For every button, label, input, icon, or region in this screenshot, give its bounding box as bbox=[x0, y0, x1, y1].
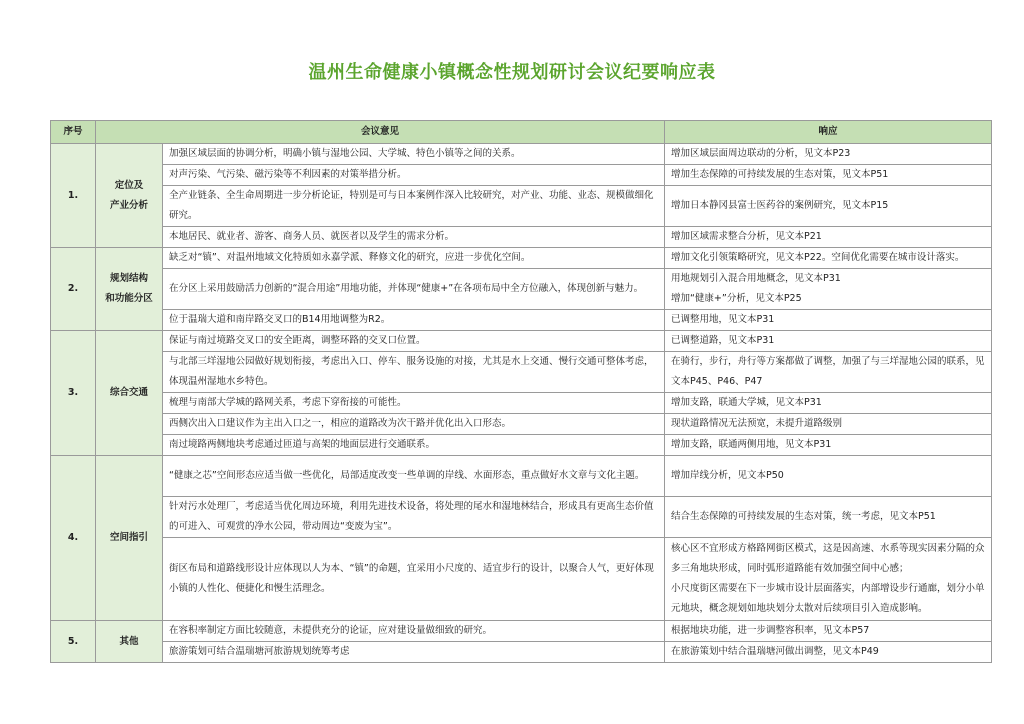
header-opinion: 会议意见 bbox=[96, 121, 665, 144]
section-category bbox=[96, 621, 163, 663]
response-cell: 增加支路，联通大学城，见文本P31 bbox=[665, 393, 992, 414]
table-header-row bbox=[51, 121, 992, 144]
response-cell: 增加支路，联通两侧用地，见文本P31 bbox=[665, 435, 992, 456]
opinion-cell: 针对污水处理厂，考虑适当优化周边环境，利用先进技术设备，将处理的尾水和湿地林结合，形成具有更高生态价值的可进入、可观赏的净水公园，带动周边“变废为宝”。 bbox=[163, 497, 665, 538]
table-row bbox=[51, 497, 992, 538]
response-cell: 在骑行，步行，舟行等方案都做了调整，加强了与三垟湿地公园的联系，见文本P45、P46、P47 bbox=[665, 352, 992, 393]
response-cell: 增加区域层面周边联动的分析，见文本P23 bbox=[665, 144, 992, 165]
section-category bbox=[96, 456, 163, 621]
table-row bbox=[51, 414, 992, 435]
table-row bbox=[51, 165, 992, 186]
section-number: 3. bbox=[51, 331, 96, 456]
table-row bbox=[51, 393, 992, 414]
opinion-cell: 在分区上采用鼓励活力创新的“混合用途”用地功能，并体现“健康+”在各项布局中全方位融入，体现创新与魅力。 bbox=[163, 269, 665, 310]
opinion-cell: 全产业链条、全生命周期进一步分析论证，特别是可与日本案例作深入比较研究，对产业、功能、业态、规模做细化研究。 bbox=[163, 186, 665, 227]
table-row bbox=[51, 331, 992, 352]
opinion-cell: 在容积率制定方面比较随意，未提供充分的论证，应对建设量做细致的研究。 bbox=[163, 621, 665, 642]
section-number: 5. bbox=[51, 621, 96, 663]
section-category bbox=[96, 331, 163, 456]
category-line: 空间指引 bbox=[109, 532, 148, 543]
response-line: 用地规划引入混合用地概念，见文本P31 bbox=[671, 273, 841, 284]
response-cell: 增加岸线分析，见文本P50 bbox=[665, 456, 992, 497]
table-row bbox=[51, 642, 992, 663]
category-line: 定位及 bbox=[114, 179, 144, 191]
table-row bbox=[51, 269, 992, 310]
opinion-cell: 缺乏对“镇”、对温州地域文化特质如永嘉学派、释修文化的研究，应进一步优化空间。 bbox=[163, 248, 665, 269]
table-row bbox=[51, 538, 992, 621]
response-cell: 在旅游策划中结合温瑞塘河做出调整，见文本P49 bbox=[665, 642, 992, 663]
response-cell: 增加生态保障的可持续发展的生态对策，见文本P51 bbox=[665, 165, 992, 186]
category-line: 其他 bbox=[119, 635, 139, 647]
response-cell: 增加日本静冈县富士医药谷的案例研究，见文本P15 bbox=[665, 186, 992, 227]
category-line: 和功能分区 bbox=[105, 293, 153, 304]
opinion-cell: 梳理与南部大学城的路网关系，考虑下穿衔接的可能性。 bbox=[163, 393, 665, 414]
table-row bbox=[51, 352, 992, 393]
response-cell: 已调整用地，见文本P31 bbox=[665, 310, 992, 331]
opinion-cell: 本地居民、就业者、游客、商务人员、就医者以及学生的需求分析。 bbox=[163, 227, 665, 248]
opinion-cell: 保证与南过境路交叉口的安全距离，调整环路的交叉口位置。 bbox=[163, 331, 665, 352]
category-line: 综合交通 bbox=[109, 387, 148, 398]
opinion-cell: “健康之芯”空间形态应适当做一些优化，局部适度改变一些单调的岸线、水面形态，重点做好水文章与文化主题。 bbox=[163, 456, 665, 497]
header-no: 序号 bbox=[51, 121, 96, 144]
section-number: 1. bbox=[51, 144, 96, 248]
response-cell: 现状道路情况无法预宽，未提升道路级别 bbox=[665, 414, 992, 435]
response-cell: 增加文化引领策略研究，见文本P22。空间优化需要在城市设计落实。 bbox=[665, 248, 992, 269]
table-row bbox=[51, 310, 992, 331]
opinion-cell: 西侧次出入口建议作为主出入口之一，相应的道路改为次干路并优化出入口形态。 bbox=[163, 414, 665, 435]
table-row bbox=[51, 227, 992, 248]
response-line: 小尺度街区需要在下一步城市设计层面落实，内部增设步行通廊，划分小单元地块，概念规划如地块划分太散对后续项目引入造成影响。 bbox=[671, 583, 985, 614]
table-row bbox=[51, 456, 992, 497]
table-row bbox=[51, 621, 992, 642]
opinion-cell: 旅游策划可结合温瑞塘河旅游规划统筹考虑 bbox=[163, 642, 665, 663]
section-number: 2. bbox=[51, 248, 96, 331]
opinion-cell: 位于温瑞大道和南岸路交叉口的B14用地调整为R2。 bbox=[163, 310, 665, 331]
header-response: 响应 bbox=[665, 121, 992, 144]
table-row bbox=[51, 144, 992, 165]
opinion-cell: 与北部三垟湿地公园做好规划衔接，考虑出入口、停车、服务设施的对接，尤其是水上交通、慢行交通可整体考虑，体现温州湿地水乡特色。 bbox=[163, 352, 665, 393]
response-cell: 结合生态保障的可持续发展的生态对策，统一考虑，见文本P51 bbox=[665, 497, 992, 538]
section-category bbox=[96, 144, 163, 248]
response-line: 增加“健康+”分析，见文本P25 bbox=[671, 293, 802, 304]
table-row bbox=[51, 435, 992, 456]
response-cell bbox=[665, 538, 992, 621]
category-line: 产业分析 bbox=[109, 199, 148, 211]
table-row bbox=[51, 248, 992, 269]
page-title: 温州生命健康小镇概念性规划研讨会议纪要响应表 bbox=[308, 62, 716, 83]
response-cell bbox=[665, 269, 992, 310]
response-line: 核心区不宜形成方格路网街区模式，这是因高速、水系等现实因素分隔的众多三角地块形成，同时弧形道路能有效加强空间中心感； bbox=[671, 543, 985, 574]
table-row bbox=[51, 186, 992, 227]
opinion-cell: 街区布局和道路线形设计应体现以人为本、“镇”的命题，宜采用小尺度的、适宜步行的设计，以聚合人气，更好体现小镇的人性化、便捷化和慢生活理念。 bbox=[163, 538, 665, 621]
response-cell: 增加区域需求整合分析，见文本P21 bbox=[665, 227, 992, 248]
opinion-cell: 对声污染、气污染、磁污染等不利因素的对策举措分析。 bbox=[163, 165, 665, 186]
section-number: 4. bbox=[51, 456, 96, 621]
response-cell: 已调整道路，见文本P31 bbox=[665, 331, 992, 352]
category-line: 规划结构 bbox=[109, 273, 148, 284]
response-table bbox=[50, 120, 992, 663]
opinion-cell: 南过境路两侧地块考虑通过匝道与高架的地面层进行交通联系。 bbox=[163, 435, 665, 456]
opinion-cell: 加强区域层面的协调分析，明确小镇与湿地公园、大学城、特色小镇等之间的关系。 bbox=[163, 144, 665, 165]
response-cell: 根据地块功能，进一步调整容积率，见文本P57 bbox=[665, 621, 992, 642]
section-category bbox=[96, 248, 163, 331]
